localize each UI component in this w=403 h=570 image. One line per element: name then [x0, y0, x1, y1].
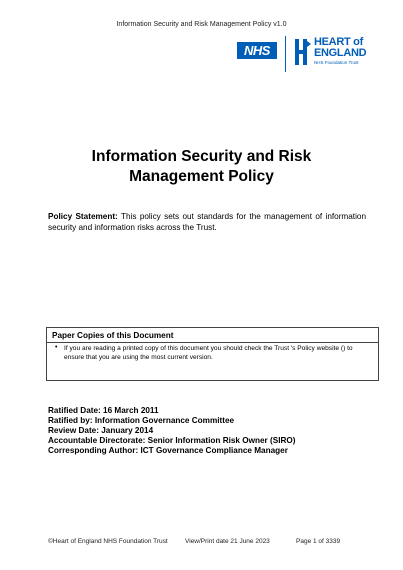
heart-of-england-mark-icon	[294, 37, 312, 67]
ratified-by: Ratified by: Information Governance Committee	[48, 416, 235, 425]
paper-copies-rule	[47, 342, 378, 343]
logo-divider	[285, 36, 286, 72]
paper-copies-text: If you are reading a printed copy of this document you should check the Trust 's Policy website () to ensure that you are using the most current version.	[64, 345, 353, 361]
paper-copies-box	[46, 327, 379, 381]
trust-logo-line1: HEART of	[314, 36, 363, 48]
nhs-logo: NHS	[237, 42, 277, 59]
trust-logo-subtitle: NHS Foundation Trust	[314, 60, 359, 65]
paper-copies-heading: Paper Copies of this Document	[52, 331, 174, 340]
corresponding-author: Corresponding Author: ICT Governance Compliance Manager	[48, 446, 288, 455]
document-title-line1: Information Security and Risk	[91, 148, 312, 165]
trust-logo-line2: ENGLAND	[314, 47, 367, 59]
bullet-icon: •	[55, 344, 58, 351]
document-title	[60, 147, 343, 187]
accountable-directorate: Accountable Directorate: Senior Information Risk Owner (SIRO)	[48, 436, 296, 445]
footer-print-date: View/Print date 21 June 2023	[185, 538, 270, 545]
ratified-date: Ratified Date: 16 March 2011	[48, 406, 159, 415]
document-metadata	[48, 406, 368, 456]
policy-statement-text: This policy sets out standards for the management of information security and information risks across the Trust.	[48, 212, 367, 232]
footer-copyright: ©Heart of England NHS Foundation Trust	[48, 538, 168, 545]
document-title-line2: Management Policy	[129, 168, 274, 185]
policy-statement-label: Policy Statement:	[48, 212, 118, 221]
review-date: Review Date: January 2014	[48, 426, 154, 435]
policy-statement	[48, 212, 366, 233]
footer-page-number: Page 1 of 3339	[296, 538, 341, 545]
trust-logo-text	[314, 37, 366, 59]
running-header: Information Security and Risk Management Policy v1.0	[116, 21, 287, 28]
